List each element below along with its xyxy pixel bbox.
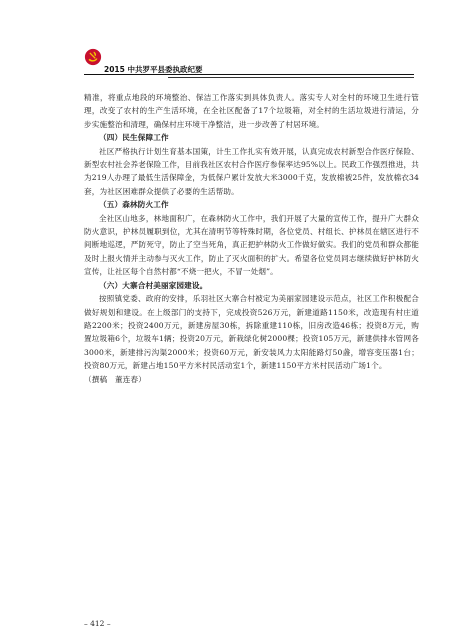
paragraph-environment: 精准，将重点地段的环境整治、保洁工作落实到具体负责人。落实专人对全村的环境卫生进行管理，改变了农村的生产生活环境，在全社区配备了17个垃圾箱，对全村的生活垃圾进行清运，分步实施整治和清理，确保村庄环境干净整洁，进一步改善了村居环境。 bbox=[84, 93, 419, 129]
running-header bbox=[84, 62, 414, 78]
paragraph-fire-prevention: 全社区山地多，林地面积广，在森林防火工作中，我们开展了大量的宣传工作，提升广大群众防火意识，护林员履职到位，尤其在清明节等特殊时期，各位党员、村组长、护林员在辖区进行不间断地巡逻，严防死守，防止了空当死角，真正把护林防火工作做好做实。我们的党员和群众都能及时上报火情并主动参与灭火工作，防止了灭火面积的扩大。希望各位党员同志继续做好护林防火宣传，让社区每个自然村都“不烧一把火，不冒一处烟”。 bbox=[84, 213, 419, 277]
paragraph-livelihood: 社区严格执行计划生育基本国策，计生工作扎实有效开展，认真完成农村新型合作医疗保险、新型农村社会养老保险工作，目前我社区农村合作医疗参保率达95%以上。民政工作强烈推进，共为219人办理了最低生活保障金，为低保户累计发放大米3000千克，发放棉被25件，发放棉衣34套，为社区困难群众提供了必要的生活帮助。 bbox=[84, 146, 419, 196]
section-heading-livelihood: （四）民生保障工作 bbox=[99, 133, 169, 143]
party-emblem-icon bbox=[84, 48, 102, 66]
section-heading-homestead: （六）大寨合村美丽家园建设。 bbox=[99, 280, 208, 290]
document-body bbox=[84, 91, 419, 386]
author-signature: （撰稿 董连春） bbox=[84, 374, 146, 384]
paragraph-homestead: 按照镇党委、政府的安排，乐羽社区大寨合村被定为美丽家园建设示范点，社区工作积极配合做好规划和建设。在上级部门的支持下，完成投资526万元，新建道路1150米，改造现有村庄道路2200米；投资2400万元，新建房屋30栋，拆除重建110栋，旧房改造46栋；投资8万元，购置垃圾箱6个，垃圾车1辆；投资20万元，新栽绿化树2000棵；投资105万元，新建供排水管网各3000米，新建排污沟渠2000米；投资60万元，新安装风力太阳能路灯50盏，增容变压器1台；投资80万元，新建占地150平方米村民活动室1个，新建1150平方米村民活动广场1个。 bbox=[84, 294, 419, 371]
header-rule-thin bbox=[168, 77, 414, 78]
section-heading-fire-prevention: （五）森林防火工作 bbox=[99, 200, 169, 210]
page-number: – 412 – bbox=[84, 619, 111, 628]
header-rule bbox=[84, 74, 414, 75]
header-title: 2015 中共罗平县委执政纪要 bbox=[104, 65, 203, 74]
